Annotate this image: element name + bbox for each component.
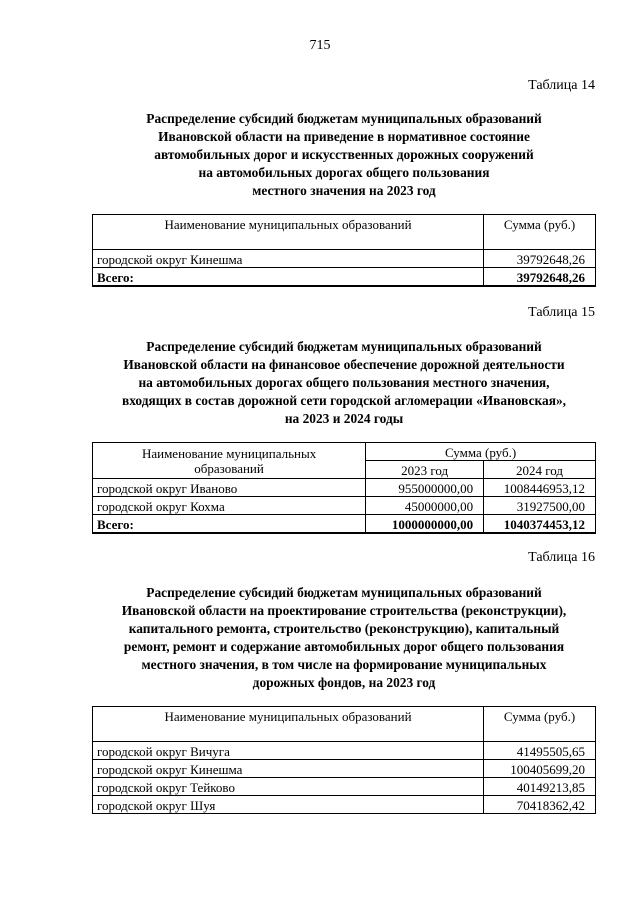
table-15 [92,442,596,534]
table-15-label: Таблица 15 [528,305,595,320]
header-sum: Сумма (руб.) [484,707,596,742]
page-number: 715 [309,38,331,53]
table-14-title: Распределение субсидий бюджетам муниципальных образований Ивановской области на приведение в нормативное состояние автомобильных дорог и искусственных дорожных сооружений на автомобильных дорогах общего пользования местного значения на 2023 год [146,111,542,198]
table-14-label: Таблица 14 [528,78,595,93]
table-row: городской округ Тейково 40149213,85 [93,778,596,796]
table-row: городской округ Вичуга 41495505,65 [93,742,596,760]
table-16 [92,706,596,814]
header-name: Наименование муниципальных образований [93,215,484,250]
table-row: городской округ Кинешма 39792648,26 [93,250,596,268]
total-row: Всего: 1000000000,00 1040374453,12 [93,515,596,534]
header-name: Наименование муниципальных образований [93,443,366,479]
table-15-title: Распределение субсидий бюджетам муниципальных образований Ивановской области на финансовое обеспечение дорожной деятельности на автомобильных дорогах общего пользования местного значения, входящих в состав дорожной сети городской агломерации «Ивановская», на 2023 и 2024 годы [121,339,567,426]
header-sum: Сумма (руб.) [366,443,596,461]
table-row: городской округ Кинешма 100405699,20 [93,760,596,778]
table-16-label: Таблица 16 [528,550,595,565]
header-sum: Сумма (руб.) [484,215,596,250]
header-name: Наименование муниципальных образований [93,707,484,742]
header-2023: 2023 год [366,461,484,479]
table-16-title: Распределение субсидий бюджетам муниципальных образований Ивановской области на проектирование строительства (реконструкции), капитального ремонта, строительство (реконструкцию), капитальный ремонт, ремонт и содержание автомобильных дорог общего пользования местного значения, в том числе на формирование муниципальных дорожных фондов, на 2023 год [121,585,567,690]
table-14 [92,214,596,287]
total-row: Всего: 39792648,26 [93,268,596,287]
header-2024: 2024 год [484,461,596,479]
table-row: городской округ Шуя 70418362,42 [93,796,596,814]
table-row: городской округ Иваново 955000000,00 1008446953,12 [93,479,596,497]
table-row: городской округ Кохма 45000000,00 31927500,00 [93,497,596,515]
